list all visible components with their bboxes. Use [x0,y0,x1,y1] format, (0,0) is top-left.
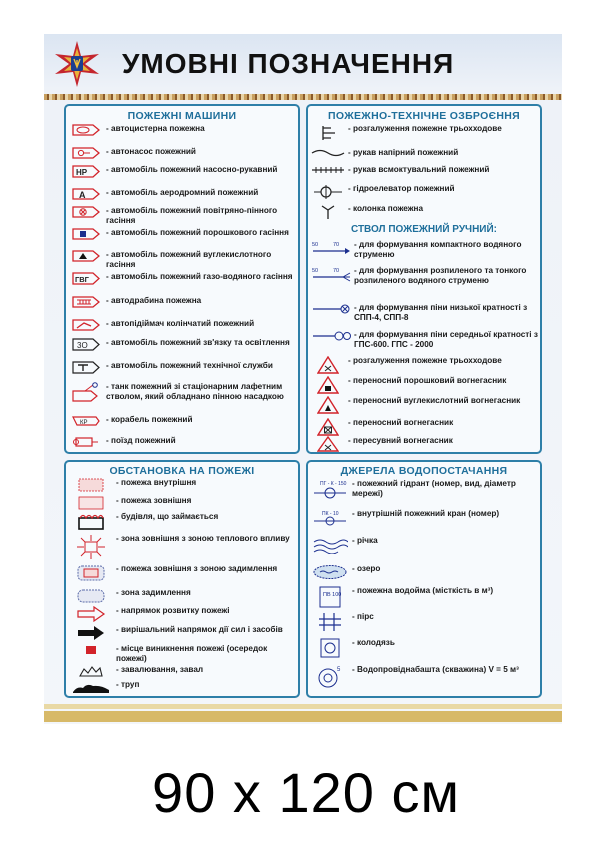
mobile-extinguisher-icon [308,436,348,452]
item-label: - пірс [352,612,374,622]
list-item [308,396,540,414]
item-label: - зона задимлення [116,588,191,598]
list-item [66,188,298,200]
item-label: - завалювання, завал [116,665,203,675]
item-label: - автомобіль аеродромний пожежний [106,188,258,198]
hose-pump-truck-icon [66,165,106,178]
item-label: - колодязь [352,638,395,648]
svg-text:3О: 3О [77,341,88,350]
item-label: - річка [352,536,378,546]
hydro-elevator-icon [308,184,348,200]
size-caption: 90 х 120 см [152,761,460,824]
smoke-fire-icon [66,564,116,582]
gas-water-truck-icon [66,272,106,285]
list-item [308,536,540,554]
spray-nozzle-icon [308,266,354,282]
svg-text:ПК - 10: ПК - 10 [322,511,339,517]
item-label: - танк пожежний зі стаціонарним лафетним стволом, який обладнано пінною насадкою [106,382,298,401]
list-item [308,240,540,259]
item-label: - рукав напірний пожежний [348,148,458,158]
list-item [308,184,540,200]
nozzle-subtitle: СТВОЛ ПОЖЕЖНИЙ РУЧНИЙ: [350,224,498,235]
panel-water-sources [306,460,542,698]
item-label: - гідроелеватор пожежний [348,184,455,194]
water-tower-icon [308,665,352,689]
item-label: - розгалуження пожежне трьохходове [348,124,502,134]
list-item [308,586,540,608]
burning-building-icon [66,512,116,530]
reservoir-icon [308,586,352,608]
item-label: - автонасос пожежний [106,147,196,157]
airfield-truck-icon [66,188,106,200]
list-item [308,665,540,689]
list-item [308,303,540,322]
list-item [66,147,298,159]
fire-boat-icon [66,415,106,427]
list-item [308,418,540,436]
list-item [308,564,540,580]
list-item [308,509,540,527]
list-item [66,296,298,308]
compact-nozzle-icon [308,240,354,256]
heat-zone-icon [66,534,116,560]
collapse-icon [66,665,116,677]
item-label: - автоцистерна пожежна [106,124,205,134]
item-label: - автомобіль пожежний зв'язку та освітлення [106,338,290,348]
item-label: - пересувний вогнегасник [348,436,453,446]
panel-title-water-sources: ДЖЕРЕЛА ВОДОПОСТАЧАННЯ [340,465,508,477]
list-item [66,272,298,285]
panel-title-fire-vehicles: ПОЖЕЖНІ МАШИНИ [127,110,237,122]
item-label: - пожежа внутрішня [116,478,196,488]
smoke-zone-icon [66,588,116,604]
panel-title-fire-situation: ОБСТАНОВКА НА ПОЖЕЖІ [109,465,255,477]
svg-text:А: А [79,190,86,200]
item-label: - розгалуження пожежне трьохходове [348,356,502,366]
svg-text:НР: НР [76,168,88,177]
ornament-top [44,94,562,100]
item-label: - озеро [352,564,380,574]
svg-text:50: 50 [312,268,319,274]
fire-column-icon [308,204,348,220]
list-item [308,266,540,285]
list-item [66,338,298,351]
list-item [308,204,540,220]
svg-text:70: 70 [333,268,340,274]
low-foam-nozzle-icon [308,303,354,315]
indoor-crane-icon [308,509,352,527]
item-label: - колонка пожежна [348,204,423,214]
suction-hose-icon [308,165,348,175]
item-label: - будівля, що займається [116,512,218,522]
svg-text:50: 50 [312,242,319,248]
list-item [66,534,298,560]
item-label: - пожежа зовнішня [116,496,191,506]
list-item [66,124,298,136]
pump-truck-icon [66,147,106,159]
list-item [66,382,298,404]
list-item [308,638,540,658]
item-label: - поїзд пожежний [106,436,176,446]
list-item [66,478,298,492]
item-label: - пожежна водойма (місткість в м³) [352,586,493,596]
list-item [308,165,540,175]
list-item [308,330,540,349]
item-label: - місце виникнення пожежі (осередок пожежі) [116,644,298,663]
item-label: - напрямок розвитку пожежі [116,606,229,616]
list-item [66,361,298,374]
internal-fire-icon [66,478,116,492]
list-item [66,512,298,530]
well-icon [308,638,352,658]
co2-extinguisher-icon [308,396,348,414]
svg-text:70: 70 [333,242,340,248]
portable-extinguisher-icon [308,418,348,436]
list-item [66,564,298,582]
item-label: - корабель пожежний [106,415,192,425]
hydrant-icon [308,479,352,501]
item-label: - автомобіль пожежний газо-водяного гасіння [106,272,293,282]
item-label: - автодрабина пожежна [106,296,201,306]
medium-foam-nozzle-icon [308,330,354,342]
list-item [66,496,298,510]
list-item [308,612,540,632]
list-item [66,625,298,641]
list-item [66,606,298,622]
list-item [308,479,540,501]
aerial-lift-icon [66,319,106,331]
list-item [308,148,540,158]
item-label: - для формування піни низької кратності з СПП-4, СПП-8 [354,303,540,322]
river-icon [308,536,352,554]
ladder-truck-icon [66,296,106,308]
item-label: - переносний порошковий вогнегасник [348,376,506,386]
list-item [66,436,298,448]
poster-title: УМОВНІ ПОЗНАЧЕННЯ [122,48,455,79]
svg-text:ПГ - К - 150: ПГ - К - 150 [320,481,347,487]
list-item [66,665,298,677]
panel-fire-equipment [306,104,542,454]
svg-text:ГВГ: ГВГ [75,275,89,284]
item-label: - внутрішній пожежний кран (номер) [352,509,499,519]
ornament-bottom [44,704,562,722]
triangle-splitter-icon [308,356,348,374]
panel-fire-vehicles [64,104,300,454]
monitor-tank-icon [66,382,106,404]
three-way-splitter-icon [308,124,348,142]
item-label: - рукав всмоктувальний пожежний [348,165,489,175]
corpse-icon [66,680,116,694]
list-item [66,228,298,240]
item-label: - автомобіль пожежний технічної служби [106,361,273,371]
list-item [66,165,298,178]
item-label: - пожежний гідрант (номер, вид, діаметр мережі) [352,479,540,498]
list-item [66,680,298,694]
panel-title-fire-equipment: ПОЖЕЖНО-ТЕХНІЧНЕ ОЗБРОЄННЯ [328,110,520,122]
svg-text:5: 5 [337,667,341,673]
item-label: - для формування розпиленого та тонкого розпиленого водяного струменю [354,266,540,285]
poster [44,34,562,724]
item-label: - для формування піни середньої кратності з ГПС-600. ГПС - 2000 [354,330,540,349]
powder-extinguisher-icon [308,376,348,394]
list-item [308,124,540,142]
item-label: - автомобіль пожежний повітряно-пінного гасіння [106,206,298,225]
item-label: - переносний вуглекислотний вогнегасник [348,396,520,406]
main-direction-icon [66,625,116,641]
panel-fire-situation [64,460,300,698]
item-label: - Водопровіднабашта (скважина) V = 5 м³ [352,665,519,675]
list-item [66,415,298,427]
list-item [308,376,540,394]
co2-truck-icon [66,250,106,262]
list-item [66,588,298,604]
header [44,34,562,92]
list-item [308,436,540,452]
item-label: - автомобіль пожежний вуглекислотного гасіння [106,250,298,269]
emblem-icon [54,40,100,88]
fire-train-icon [66,436,106,448]
item-label: - переносний вогнегасник [348,418,453,428]
air-foam-truck-icon [66,206,106,218]
pressure-hose-icon [308,148,348,158]
item-label: - автомобіль пожежний порошкового гасіння [106,228,289,238]
item-label: - автомобіль пожежний насосно-рукавний [106,165,277,175]
pier-icon [308,612,352,632]
list-item [66,250,298,269]
svg-text:КР: КР [80,420,88,426]
item-label: - для формування компактного водяного струменю [354,240,540,259]
list-item [66,319,298,331]
list-item [66,644,298,663]
tanker-truck-icon [66,124,106,136]
item-label: - автопідіймач колінчатий пожежний [106,319,254,329]
spread-direction-icon [66,606,116,622]
svg-text:ПВ 100: ПВ 100 [323,592,341,598]
item-label: - труп [116,680,139,690]
item-label: - зона зовнішня з зоною теплового впливу [116,534,290,544]
tech-truck-icon [66,361,106,374]
external-fire-icon [66,496,116,510]
list-item [66,206,298,225]
fire-origin-icon [66,644,116,656]
comms-truck-icon [66,338,106,351]
powder-truck-icon [66,228,106,240]
list-item [308,356,540,374]
item-label: - вирішальний напрямок дії сил і засобів [116,625,283,635]
item-label: - пожежа зовнішня з зоною задимлення [116,564,277,574]
lake-icon [308,564,352,580]
